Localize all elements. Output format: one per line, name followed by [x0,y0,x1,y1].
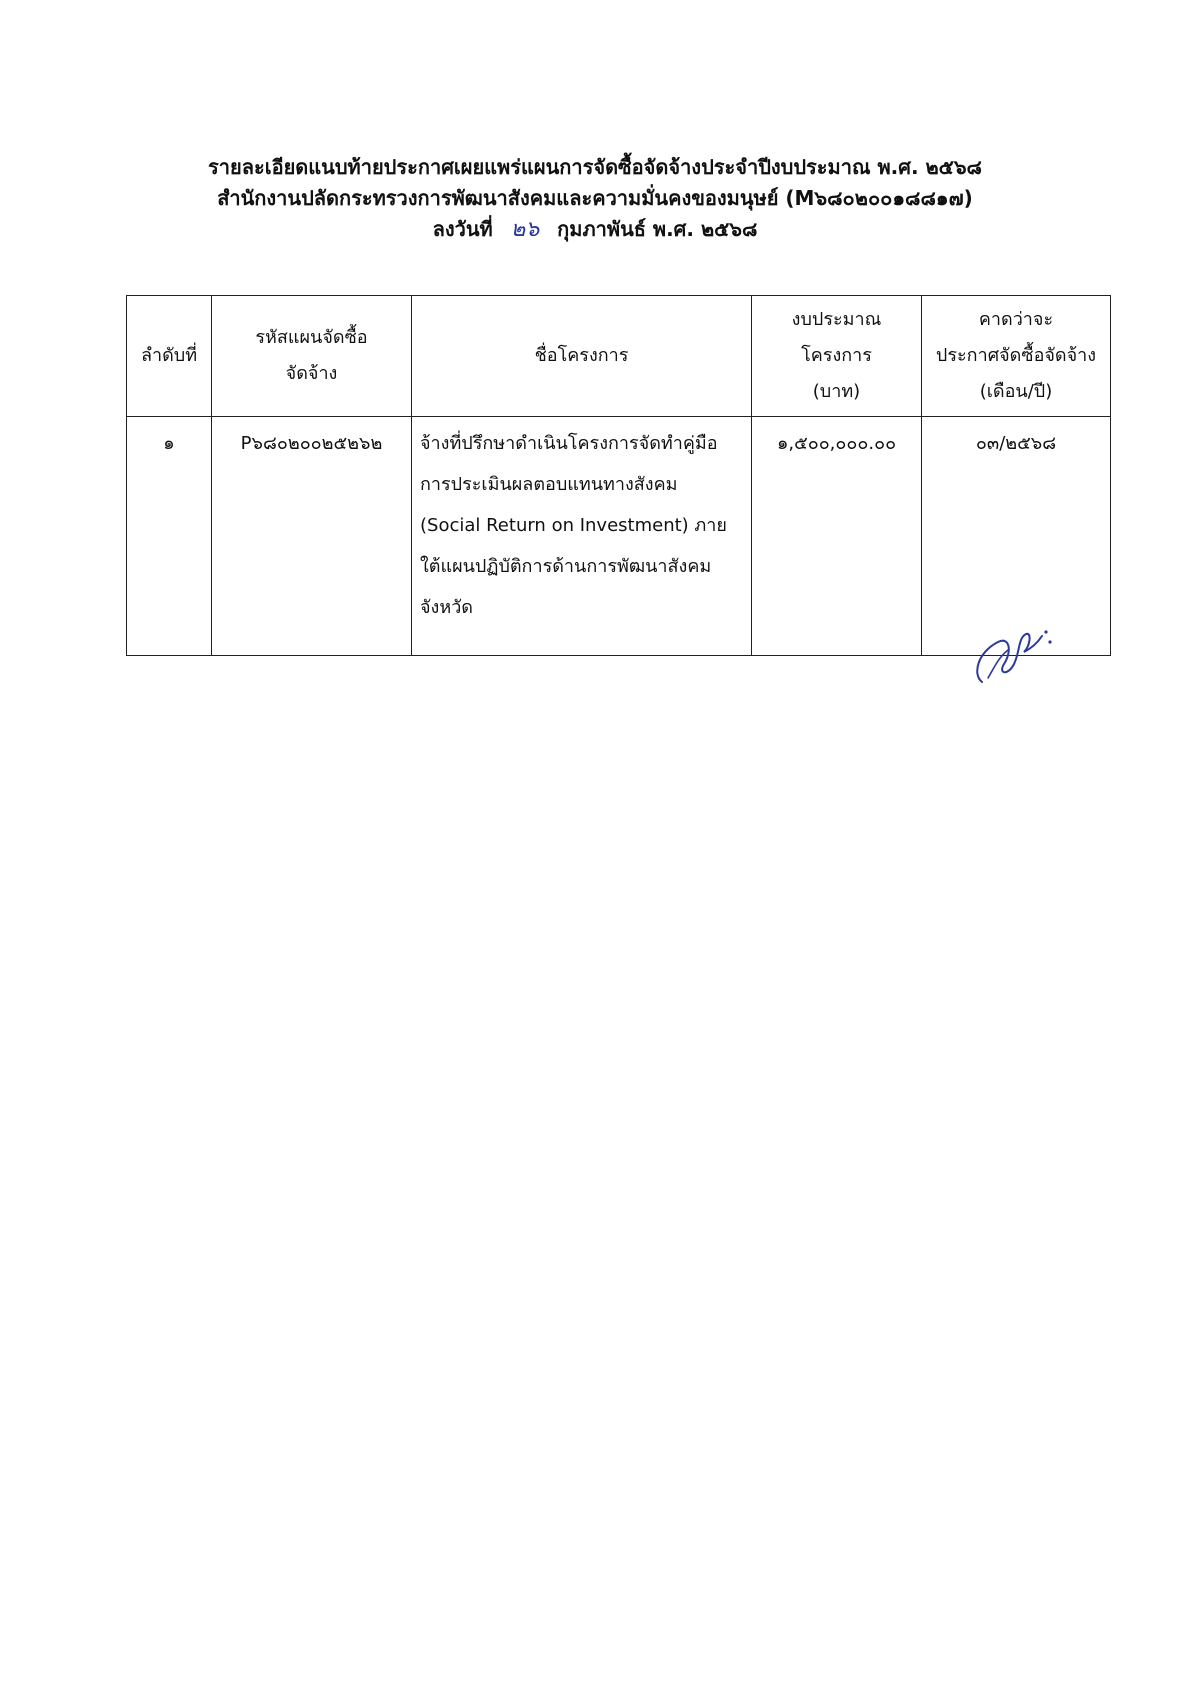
procurement-plan-table [126,295,1111,656]
cell-expected-date: ๐๓/๒๕๖๘ [922,417,1111,656]
cell-no: ๑ [127,417,212,656]
date-prefix: ลงวันที่ [432,217,493,241]
header-expected: คาดว่าจะ ประกาศจัดซื้อจัดจ้าง (เดือน/ปี) [922,296,1111,417]
header-no: ลำดับที่ [127,296,212,417]
date-month-year: กุมภาพันธ์ พ.ศ. ๒๕๖๘ [557,217,758,241]
header-budget: งบประมาณ โครงการ (บาท) [752,296,922,417]
header-code: รหัสแผนจัดซื้อ จัดจ้าง [212,296,412,417]
cell-budget: ๑,๕๐๐,๐๐๐.๐๐ [752,417,922,656]
handwritten-day: ๒๖ [510,217,540,242]
header-name: ชื่อโครงการ [412,296,752,417]
cell-project-name: จ้างที่ปรึกษาดำเนินโครงการจัดทำคู่มือการประเมินผลตอบแทนทางสังคม (Social Return on Investment) ภายใต้แผนปฏิบัติการด้านการพัฒนาสังคมจังหวัด [412,417,752,656]
document-header [0,152,1190,245]
signature-mark [968,612,1058,692]
table-header-row [127,296,1111,417]
document-title: รายละเอียดแนบท้ายประกาศเผยแพร่แผนการจัดซื้อจัดจ้างประจำปีงบประมาณ พ.ศ. ๒๕๖๘ [208,155,982,179]
table-row [127,417,1111,656]
document-date [0,214,1190,245]
cell-code: P๖๘๐๒๐๐๒๕๒๖๒ [212,417,412,656]
agency-name: สำนักงานปลัดกระทรวงการพัฒนาสังคมและความมั่นคงของมนุษย์ (M๖๘๐๒๐๐๑๘๘๑๗) [217,186,973,210]
